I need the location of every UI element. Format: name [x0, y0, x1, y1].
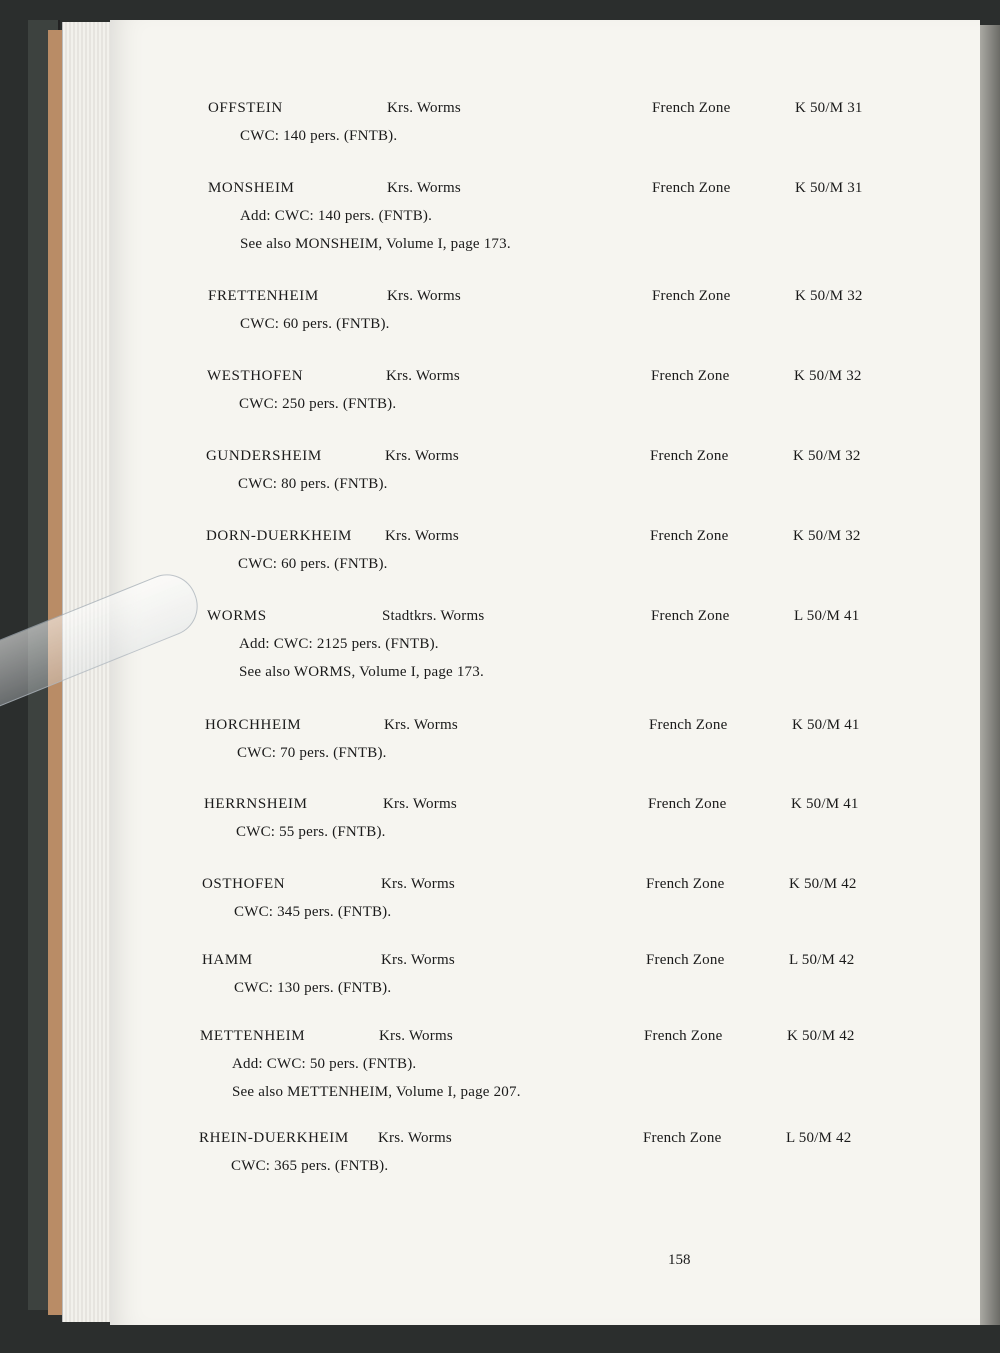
- zone-label: French Zone: [648, 796, 727, 812]
- place-name: OFFSTEIN: [208, 100, 283, 116]
- district-name: Stadtkrs. Worms: [382, 608, 485, 624]
- entry-detail-line: CWC: 60 pers. (FNTB).: [240, 316, 390, 332]
- entry-detail-line: CWC: 140 pers. (FNTB).: [240, 128, 398, 144]
- place-name: RHEIN-DUERKHEIM: [199, 1130, 349, 1146]
- place-name: GUNDERSHEIM: [206, 448, 322, 464]
- zone-label: French Zone: [652, 288, 731, 304]
- grid-reference: K 50/M 41: [792, 717, 860, 733]
- place-name: HERRNSHEIM: [204, 796, 308, 812]
- entry-detail-line: Add: CWC: 140 pers. (FNTB).: [240, 208, 433, 224]
- grid-reference: K 50/M 31: [795, 100, 863, 116]
- zone-label: French Zone: [652, 180, 731, 196]
- entry-detail-line: See also METTENHEIM, Volume I, page 207.: [232, 1084, 521, 1100]
- grid-reference: L 50/M 42: [786, 1130, 852, 1146]
- grid-reference: K 50/M 32: [793, 528, 861, 544]
- zone-label: French Zone: [651, 608, 730, 624]
- district-name: Krs. Worms: [387, 180, 461, 196]
- entry-detail-line: Add: CWC: 50 pers. (FNTB).: [232, 1056, 417, 1072]
- zone-label: French Zone: [651, 368, 730, 384]
- entry-detail-line: CWC: 80 pers. (FNTB).: [238, 476, 388, 492]
- entry-detail-line: CWC: 70 pers. (FNTB).: [237, 745, 387, 761]
- place-name: WESTHOFEN: [207, 368, 304, 384]
- entry-detail-line: See also WORMS, Volume I, page 173.: [239, 664, 484, 680]
- grid-reference: L 50/M 41: [794, 608, 860, 624]
- grid-reference: L 50/M 42: [789, 952, 855, 968]
- district-name: Krs. Worms: [385, 528, 459, 544]
- zone-label: French Zone: [646, 952, 725, 968]
- grid-reference: K 50/M 31: [795, 180, 863, 196]
- district-name: Krs. Worms: [387, 288, 461, 304]
- district-name: Krs. Worms: [378, 1130, 452, 1146]
- entry-detail-line: CWC: 130 pers. (FNTB).: [234, 980, 392, 996]
- place-name: OSTHOFEN: [202, 876, 286, 892]
- zone-label: French Zone: [650, 448, 729, 464]
- grid-reference: K 50/M 41: [791, 796, 859, 812]
- book-page: [110, 20, 980, 1325]
- district-name: Krs. Worms: [381, 876, 455, 892]
- place-name: HAMM: [202, 952, 253, 968]
- zone-label: French Zone: [644, 1028, 723, 1044]
- zone-label: French Zone: [650, 528, 729, 544]
- district-name: Krs. Worms: [387, 100, 461, 116]
- grid-reference: K 50/M 42: [787, 1028, 855, 1044]
- district-name: Krs. Worms: [379, 1028, 453, 1044]
- page-number: 158: [668, 1252, 691, 1268]
- entry-detail-line: CWC: 250 pers. (FNTB).: [239, 396, 397, 412]
- district-name: Krs. Worms: [383, 796, 457, 812]
- place-name: MONSHEIM: [208, 180, 295, 196]
- grid-reference: K 50/M 32: [795, 288, 863, 304]
- place-name: METTENHEIM: [200, 1028, 306, 1044]
- entry-detail-line: CWC: 365 pers. (FNTB).: [231, 1158, 389, 1174]
- zone-label: French Zone: [652, 100, 731, 116]
- grid-reference: K 50/M 42: [789, 876, 857, 892]
- grid-reference: K 50/M 32: [794, 368, 862, 384]
- place-name: WORMS: [207, 608, 267, 624]
- zone-label: French Zone: [649, 717, 728, 733]
- entry-detail-line: CWC: 60 pers. (FNTB).: [238, 556, 388, 572]
- district-name: Krs. Worms: [381, 952, 455, 968]
- district-name: Krs. Worms: [385, 448, 459, 464]
- zone-label: French Zone: [643, 1130, 722, 1146]
- entry-detail-line: See also MONSHEIM, Volume I, page 173.: [240, 236, 511, 252]
- entry-detail-line: CWC: 55 pers. (FNTB).: [236, 824, 386, 840]
- zone-label: French Zone: [646, 876, 725, 892]
- grid-reference: K 50/M 32: [793, 448, 861, 464]
- place-name: HORCHHEIM: [205, 717, 302, 733]
- district-name: Krs. Worms: [386, 368, 460, 384]
- place-name: DORN-DUERKHEIM: [206, 528, 352, 544]
- district-name: Krs. Worms: [384, 717, 458, 733]
- place-name: FRETTENHEIM: [208, 288, 319, 304]
- entry-detail-line: CWC: 345 pers. (FNTB).: [234, 904, 392, 920]
- entry-detail-line: Add: CWC: 2125 pers. (FNTB).: [239, 636, 439, 652]
